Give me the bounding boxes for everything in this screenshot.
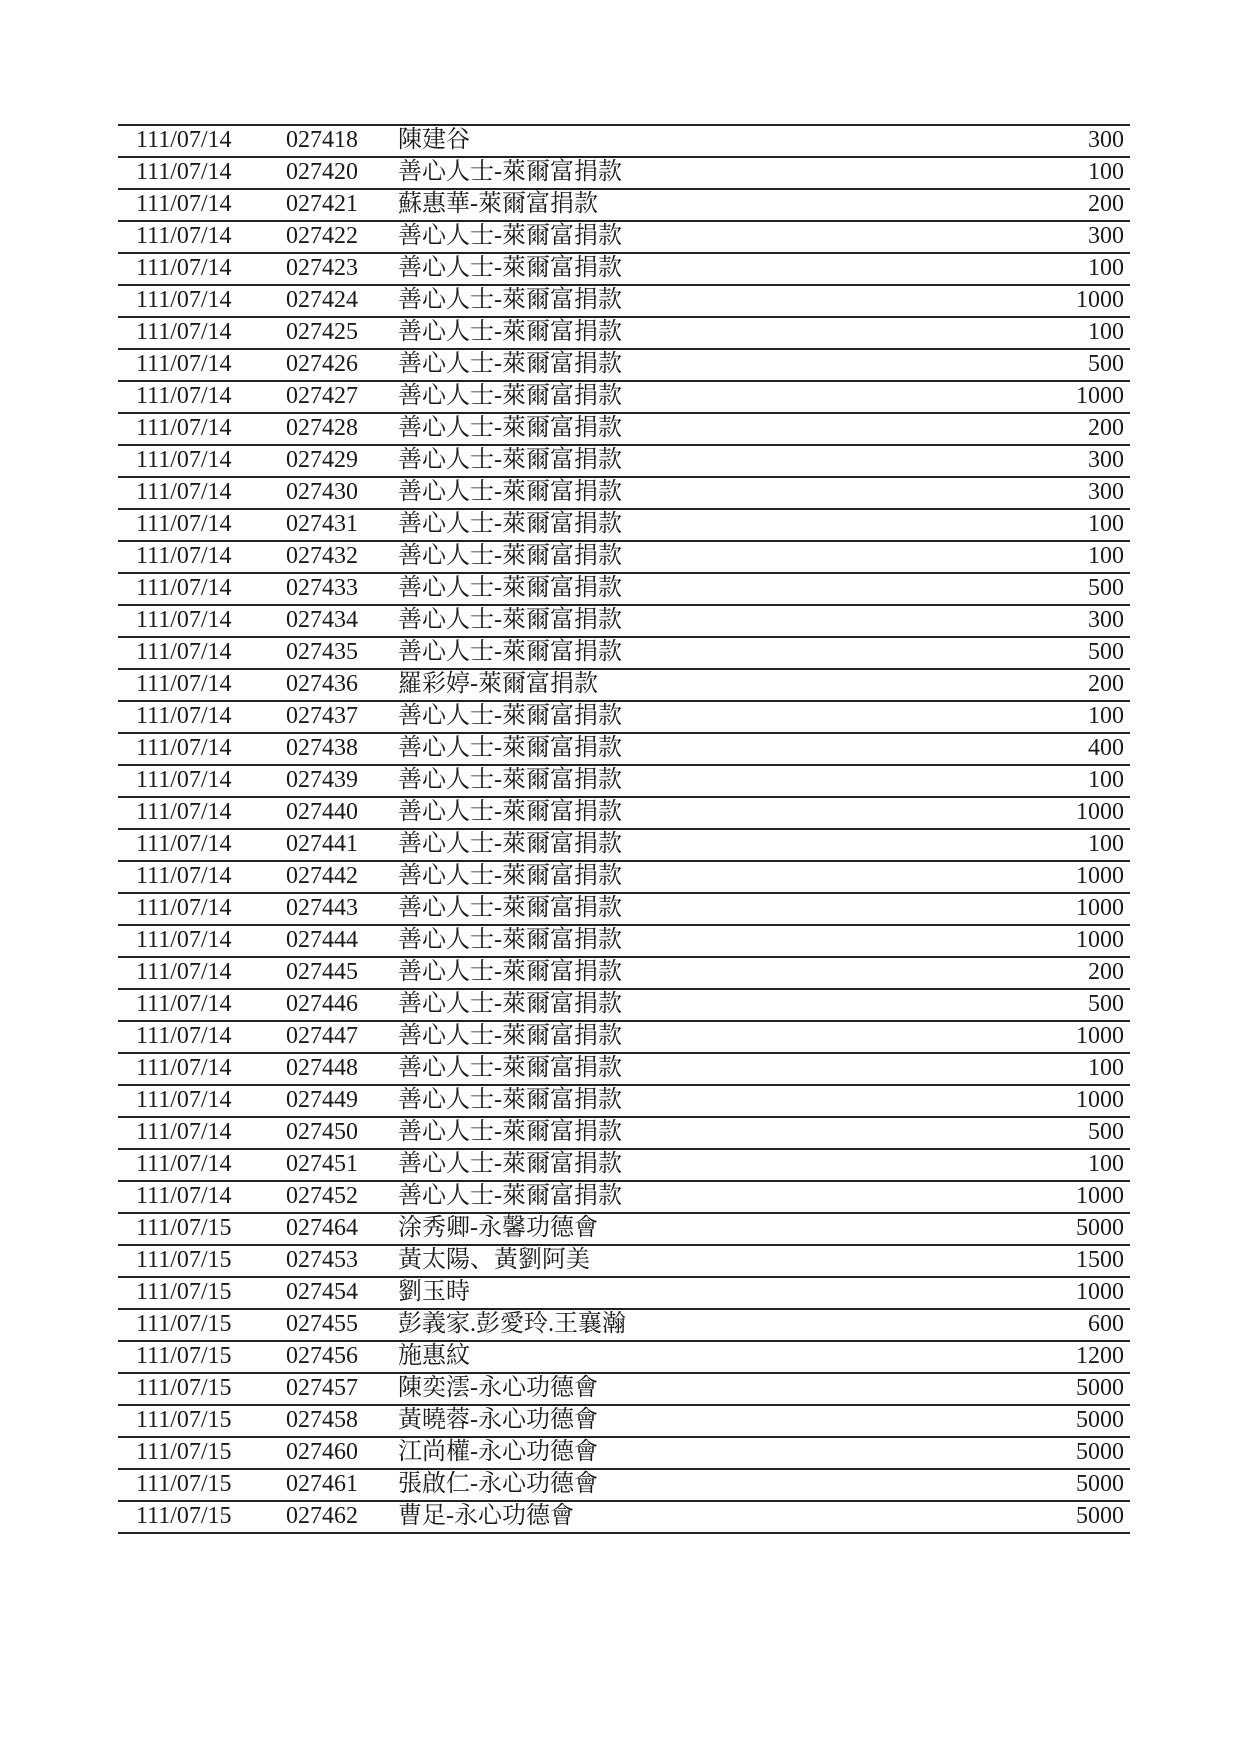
table-row — [118, 1406, 1130, 1438]
date-cell: 111/07/14 — [136, 191, 232, 217]
table-row — [118, 1438, 1130, 1470]
donor-name-cell: 曹足-永心功德會 — [398, 1503, 574, 1529]
amount-cell: 1000 — [1076, 383, 1124, 409]
amount-cell: 100 — [1088, 255, 1124, 281]
table-row — [118, 926, 1130, 958]
donor-name-cell: 黃太陽、黃劉阿美 — [398, 1247, 590, 1273]
receipt-number-cell: 027450 — [286, 1119, 358, 1145]
amount-cell: 100 — [1088, 543, 1124, 569]
amount-cell: 100 — [1088, 1055, 1124, 1081]
amount-cell: 200 — [1088, 415, 1124, 441]
table-row — [118, 542, 1130, 574]
donor-name-cell: 江尚權-永心功德會 — [398, 1439, 598, 1465]
donor-name-cell: 善心人士-萊爾富捐款 — [398, 703, 622, 729]
donor-name-cell: 張啟仁-永心功德會 — [398, 1471, 598, 1497]
donor-name-cell: 彭義家.彭愛玲.王襄瀚 — [398, 1311, 626, 1337]
donor-name-cell: 善心人士-萊爾富捐款 — [398, 351, 622, 377]
date-cell: 111/07/14 — [136, 639, 232, 665]
amount-cell: 100 — [1088, 1151, 1124, 1177]
donor-name-cell: 涂秀卿-永馨功德會 — [398, 1215, 598, 1241]
date-cell: 111/07/14 — [136, 607, 232, 633]
table-row — [118, 606, 1130, 638]
table-row — [118, 638, 1130, 670]
date-cell: 111/07/15 — [136, 1471, 232, 1497]
table-row — [118, 158, 1130, 190]
date-cell: 111/07/14 — [136, 767, 232, 793]
table-row — [118, 190, 1130, 222]
receipt-number-cell: 027435 — [286, 639, 358, 665]
receipt-number-cell: 027444 — [286, 927, 358, 953]
date-cell: 111/07/15 — [136, 1311, 232, 1337]
table-row — [118, 798, 1130, 830]
date-cell: 111/07/14 — [136, 159, 232, 185]
table-row — [118, 126, 1130, 158]
table-row — [118, 1278, 1130, 1310]
date-cell: 111/07/14 — [136, 1183, 232, 1209]
receipt-number-cell: 027443 — [286, 895, 358, 921]
receipt-number-cell: 027453 — [286, 1247, 358, 1273]
receipt-number-cell: 027449 — [286, 1087, 358, 1113]
receipt-number-cell: 027458 — [286, 1407, 358, 1433]
donor-name-cell: 善心人士-萊爾富捐款 — [398, 863, 622, 889]
amount-cell: 5000 — [1076, 1471, 1124, 1497]
date-cell: 111/07/15 — [136, 1247, 232, 1273]
amount-cell: 300 — [1088, 607, 1124, 633]
donor-name-cell: 善心人士-萊爾富捐款 — [398, 895, 622, 921]
date-cell: 111/07/14 — [136, 543, 232, 569]
donor-name-cell: 善心人士-萊爾富捐款 — [398, 1119, 622, 1145]
amount-cell: 300 — [1088, 479, 1124, 505]
date-cell: 111/07/14 — [136, 959, 232, 985]
amount-cell: 100 — [1088, 767, 1124, 793]
amount-cell: 1000 — [1076, 1183, 1124, 1209]
table-row — [118, 446, 1130, 478]
donor-name-cell: 善心人士-萊爾富捐款 — [398, 959, 622, 985]
amount-cell: 200 — [1088, 671, 1124, 697]
donor-name-cell: 善心人士-萊爾富捐款 — [398, 319, 622, 345]
date-cell: 111/07/14 — [136, 127, 232, 153]
receipt-number-cell: 027462 — [286, 1503, 358, 1529]
donor-name-cell: 善心人士-萊爾富捐款 — [398, 607, 622, 633]
date-cell: 111/07/14 — [136, 223, 232, 249]
receipt-number-cell: 027456 — [286, 1343, 358, 1369]
receipt-number-cell: 027420 — [286, 159, 358, 185]
date-cell: 111/07/14 — [136, 1119, 232, 1145]
donor-name-cell: 善心人士-萊爾富捐款 — [398, 1023, 622, 1049]
table-row — [118, 478, 1130, 510]
date-cell: 111/07/15 — [136, 1215, 232, 1241]
date-cell: 111/07/15 — [136, 1503, 232, 1529]
receipt-number-cell: 027455 — [286, 1311, 358, 1337]
donor-name-cell: 陳奕澐-永心功德會 — [398, 1375, 598, 1401]
date-cell: 111/07/14 — [136, 863, 232, 889]
date-cell: 111/07/14 — [136, 319, 232, 345]
table-row — [118, 286, 1130, 318]
receipt-number-cell: 027418 — [286, 127, 358, 153]
date-cell: 111/07/14 — [136, 511, 232, 537]
receipt-number-cell: 027464 — [286, 1215, 358, 1241]
date-cell: 111/07/15 — [136, 1375, 232, 1401]
receipt-number-cell: 027445 — [286, 959, 358, 985]
receipt-number-cell: 027451 — [286, 1151, 358, 1177]
donor-name-cell: 善心人士-萊爾富捐款 — [398, 1151, 622, 1177]
receipt-number-cell: 027437 — [286, 703, 358, 729]
amount-cell: 5000 — [1076, 1215, 1124, 1241]
receipt-number-cell: 027436 — [286, 671, 358, 697]
donor-name-cell: 善心人士-萊爾富捐款 — [398, 1055, 622, 1081]
donor-name-cell: 善心人士-萊爾富捐款 — [398, 767, 622, 793]
receipt-number-cell: 027434 — [286, 607, 358, 633]
receipt-number-cell: 027426 — [286, 351, 358, 377]
table-row — [118, 734, 1130, 766]
date-cell: 111/07/14 — [136, 415, 232, 441]
receipt-number-cell: 027440 — [286, 799, 358, 825]
amount-cell: 5000 — [1076, 1375, 1124, 1401]
donor-name-cell: 羅彩婷-萊爾富捐款 — [398, 671, 598, 697]
date-cell: 111/07/15 — [136, 1407, 232, 1433]
date-cell: 111/07/14 — [136, 287, 232, 313]
date-cell: 111/07/14 — [136, 1055, 232, 1081]
table-row — [118, 862, 1130, 894]
amount-cell: 1500 — [1076, 1247, 1124, 1273]
table-row — [118, 574, 1130, 606]
receipt-number-cell: 027432 — [286, 543, 358, 569]
date-cell: 111/07/14 — [136, 991, 232, 1017]
amount-cell: 5000 — [1076, 1503, 1124, 1529]
donor-name-cell: 善心人士-萊爾富捐款 — [398, 639, 622, 665]
donor-name-cell: 善心人士-萊爾富捐款 — [398, 927, 622, 953]
amount-cell: 1000 — [1076, 1087, 1124, 1113]
table-row — [118, 1502, 1130, 1534]
date-cell: 111/07/14 — [136, 575, 232, 601]
donor-name-cell: 善心人士-萊爾富捐款 — [398, 447, 622, 473]
donor-name-cell: 善心人士-萊爾富捐款 — [398, 511, 622, 537]
amount-cell: 1000 — [1076, 863, 1124, 889]
amount-cell: 100 — [1088, 319, 1124, 345]
donor-name-cell: 善心人士-萊爾富捐款 — [398, 799, 622, 825]
receipt-number-cell: 027454 — [286, 1279, 358, 1305]
table-row — [118, 1086, 1130, 1118]
receipt-number-cell: 027448 — [286, 1055, 358, 1081]
amount-cell: 400 — [1088, 735, 1124, 761]
table-row — [118, 1150, 1130, 1182]
table-row — [118, 990, 1130, 1022]
amount-cell: 100 — [1088, 511, 1124, 537]
amount-cell: 1000 — [1076, 1023, 1124, 1049]
receipt-number-cell: 027427 — [286, 383, 358, 409]
table-row — [118, 254, 1130, 286]
receipt-number-cell: 027422 — [286, 223, 358, 249]
date-cell: 111/07/14 — [136, 1023, 232, 1049]
amount-cell: 200 — [1088, 959, 1124, 985]
table-row — [118, 1022, 1130, 1054]
amount-cell: 300 — [1088, 223, 1124, 249]
table-row — [118, 1342, 1130, 1374]
date-cell: 111/07/14 — [136, 703, 232, 729]
table-row — [118, 702, 1130, 734]
table-row — [118, 1118, 1130, 1150]
date-cell: 111/07/14 — [136, 447, 232, 473]
donor-name-cell: 陳建谷 — [398, 127, 470, 153]
donor-name-cell: 施惠紋 — [398, 1343, 470, 1369]
date-cell: 111/07/14 — [136, 351, 232, 377]
amount-cell: 100 — [1088, 159, 1124, 185]
donor-name-cell: 善心人士-萊爾富捐款 — [398, 1087, 622, 1113]
donor-name-cell: 善心人士-萊爾富捐款 — [398, 159, 622, 185]
amount-cell: 200 — [1088, 191, 1124, 217]
donor-name-cell: 劉玉時 — [398, 1279, 470, 1305]
donor-name-cell: 善心人士-萊爾富捐款 — [398, 415, 622, 441]
amount-cell: 1000 — [1076, 799, 1124, 825]
table-row — [118, 510, 1130, 542]
donor-name-cell: 善心人士-萊爾富捐款 — [398, 575, 622, 601]
receipt-number-cell: 027423 — [286, 255, 358, 281]
table-row — [118, 670, 1130, 702]
amount-cell: 1000 — [1076, 895, 1124, 921]
amount-cell: 500 — [1088, 351, 1124, 377]
date-cell: 111/07/15 — [136, 1279, 232, 1305]
table-row — [118, 350, 1130, 382]
amount-cell: 500 — [1088, 991, 1124, 1017]
donation-ledger — [118, 124, 1130, 1534]
receipt-number-cell: 027461 — [286, 1471, 358, 1497]
date-cell: 111/07/14 — [136, 255, 232, 281]
table-row — [118, 382, 1130, 414]
table-row — [118, 318, 1130, 350]
date-cell: 111/07/14 — [136, 1087, 232, 1113]
receipt-number-cell: 027430 — [286, 479, 358, 505]
amount-cell: 100 — [1088, 703, 1124, 729]
amount-cell: 600 — [1088, 1311, 1124, 1337]
date-cell: 111/07/14 — [136, 383, 232, 409]
receipt-number-cell: 027433 — [286, 575, 358, 601]
date-cell: 111/07/15 — [136, 1343, 232, 1369]
amount-cell: 300 — [1088, 127, 1124, 153]
receipt-number-cell: 027425 — [286, 319, 358, 345]
amount-cell: 1000 — [1076, 1279, 1124, 1305]
table-row — [118, 894, 1130, 926]
table-row — [118, 1310, 1130, 1342]
amount-cell: 5000 — [1076, 1439, 1124, 1465]
receipt-number-cell: 027429 — [286, 447, 358, 473]
amount-cell: 1000 — [1076, 927, 1124, 953]
amount-cell: 300 — [1088, 447, 1124, 473]
date-cell: 111/07/14 — [136, 735, 232, 761]
receipt-number-cell: 027457 — [286, 1375, 358, 1401]
donor-name-cell: 善心人士-萊爾富捐款 — [398, 831, 622, 857]
receipt-number-cell: 027460 — [286, 1439, 358, 1465]
amount-cell: 1200 — [1076, 1343, 1124, 1369]
date-cell: 111/07/14 — [136, 799, 232, 825]
receipt-number-cell: 027424 — [286, 287, 358, 313]
table-row — [118, 1214, 1130, 1246]
date-cell: 111/07/14 — [136, 671, 232, 697]
donor-name-cell: 善心人士-萊爾富捐款 — [398, 991, 622, 1017]
date-cell: 111/07/14 — [136, 1151, 232, 1177]
table-row — [118, 1246, 1130, 1278]
date-cell: 111/07/14 — [136, 831, 232, 857]
amount-cell: 100 — [1088, 831, 1124, 857]
receipt-number-cell: 027441 — [286, 831, 358, 857]
receipt-number-cell: 027452 — [286, 1183, 358, 1209]
receipt-number-cell: 027442 — [286, 863, 358, 889]
table-row — [118, 1374, 1130, 1406]
donor-name-cell: 善心人士-萊爾富捐款 — [398, 1183, 622, 1209]
date-cell: 111/07/14 — [136, 927, 232, 953]
amount-cell: 500 — [1088, 639, 1124, 665]
table-row — [118, 1182, 1130, 1214]
table-row — [118, 1054, 1130, 1086]
receipt-number-cell: 027431 — [286, 511, 358, 537]
table-row — [118, 414, 1130, 446]
donor-name-cell: 善心人士-萊爾富捐款 — [398, 287, 622, 313]
donor-name-cell: 蘇惠華-萊爾富捐款 — [398, 191, 598, 217]
date-cell: 111/07/14 — [136, 895, 232, 921]
receipt-number-cell: 027446 — [286, 991, 358, 1017]
donor-name-cell: 善心人士-萊爾富捐款 — [398, 223, 622, 249]
donor-name-cell: 善心人士-萊爾富捐款 — [398, 479, 622, 505]
donor-name-cell: 善心人士-萊爾富捐款 — [398, 383, 622, 409]
table-row — [118, 958, 1130, 990]
date-cell: 111/07/15 — [136, 1439, 232, 1465]
amount-cell: 500 — [1088, 575, 1124, 601]
amount-cell: 1000 — [1076, 287, 1124, 313]
table-row — [118, 222, 1130, 254]
receipt-number-cell: 027447 — [286, 1023, 358, 1049]
donor-name-cell: 善心人士-萊爾富捐款 — [398, 255, 622, 281]
amount-cell: 5000 — [1076, 1407, 1124, 1433]
receipt-number-cell: 027438 — [286, 735, 358, 761]
donor-name-cell: 黃曉蓉-永心功德會 — [398, 1407, 598, 1433]
table-row — [118, 766, 1130, 798]
donor-name-cell: 善心人士-萊爾富捐款 — [398, 543, 622, 569]
receipt-number-cell: 027439 — [286, 767, 358, 793]
receipt-number-cell: 027421 — [286, 191, 358, 217]
amount-cell: 500 — [1088, 1119, 1124, 1145]
table-row — [118, 1470, 1130, 1502]
table-row — [118, 830, 1130, 862]
receipt-number-cell: 027428 — [286, 415, 358, 441]
donor-name-cell: 善心人士-萊爾富捐款 — [398, 735, 622, 761]
date-cell: 111/07/14 — [136, 479, 232, 505]
